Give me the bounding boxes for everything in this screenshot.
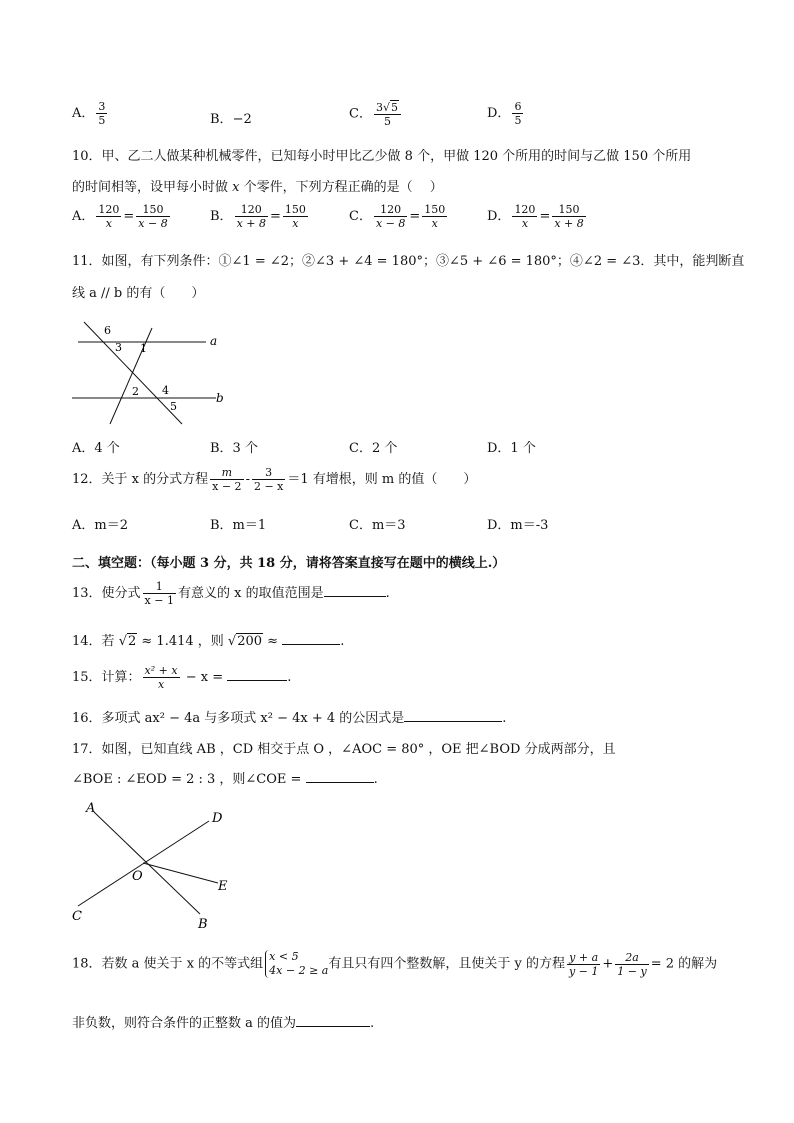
q11-option-b: B．3 个 xyxy=(210,441,258,456)
q12-option-b: B．m＝1 xyxy=(210,518,267,533)
q9-option-c: C． $\frac{3√5}{5}$ xyxy=(349,100,403,128)
q16-stem: 16．多项式 ax² − 4a 与多项式 x² − 4x + 4 的公因式是 . xyxy=(72,711,507,726)
angle-3: 3 xyxy=(115,341,122,354)
q15-answer-blank[interactable] xyxy=(227,668,287,681)
q10-option-a: A． $\frac{120}{x}$ = $\frac{150}{x - 8}$ xyxy=(72,203,168,230)
q10-option-b: B． $\frac{120}{x + 8}$ = $\frac{150}{x}$ xyxy=(210,203,306,230)
q13-stem: 13．使分式 $\frac{1}{x - 1}$ 有意义的 x 的取值范围是 . xyxy=(72,580,390,607)
label-C: C xyxy=(72,909,82,924)
q17-line1: 17．如图，已知直线 AB ，CD 相交于点 O ，∠AOC = 80° ，OE 把∠BOD 分成两部分，且 xyxy=(72,742,616,757)
section2-title: 二、填空题：（每小题 3 分，共 18 分，请将答案直接写在题中的横线上.） xyxy=(72,556,506,571)
inequality-system: x < 5 4x − 2 ≥ a xyxy=(265,950,328,978)
q9-option-b: B．−2 xyxy=(210,112,252,127)
angle-1: 1 xyxy=(140,342,147,355)
q12-option-d: D．m＝-3 xyxy=(487,518,549,533)
q9-option-d: D． $\frac{6}{5}$ xyxy=(487,100,522,127)
label-B: B xyxy=(198,917,208,932)
label-D: D xyxy=(212,811,223,826)
label-a: a xyxy=(210,334,218,348)
q10-option-c: C． $\frac{120}{x - 8}$ = $\frac{150}{x}$ xyxy=(349,203,446,230)
q11-option-d: D．1 个 xyxy=(487,441,536,456)
label-b: b xyxy=(216,391,224,405)
q11-option-c: C．2 个 xyxy=(349,441,398,456)
label-O: O xyxy=(132,869,143,884)
label-E: E xyxy=(218,879,228,894)
q14-stem: 14．若 √2 ≈ 1.414 ，则 √200 ≈ . xyxy=(72,634,345,649)
transversal-1 xyxy=(84,322,182,424)
angle-5: 5 xyxy=(170,400,177,413)
q15-stem: 15．计算： $\frac{\text{x² + x}}{x}$ − x = . xyxy=(72,664,292,691)
q9-option-a: A． $\frac{3}{5}$ xyxy=(72,100,106,127)
q13-answer-blank[interactable] xyxy=(324,584,386,597)
q17-line2: ∠BOE : ∠EOD = 2 : 3 ，则∠COE = . xyxy=(72,772,378,787)
angle-6: 6 xyxy=(104,324,111,337)
ray-OE xyxy=(143,863,218,883)
line-AB xyxy=(94,812,200,914)
q11-line2: 线 a // b 的有（ ） xyxy=(72,286,205,301)
q11-line1: 11．如图，有下列条件：①∠1 = ∠2；②∠3 + ∠4 = 180°；③∠5 + ∠6 = 180°；④∠2 = ∠3．其中，能判断直 xyxy=(72,254,745,269)
q10-option-d: D． $\frac{120}{x}$ = $\frac{150}{x + 8}$ xyxy=(487,203,584,230)
q17-figure xyxy=(66,796,246,934)
q18-line2: 非负数，则符合条件的正整数 a 的值为 . xyxy=(72,1016,375,1031)
q12-option-a: A．m＝2 xyxy=(72,518,128,533)
label-A: A xyxy=(86,801,96,816)
q16-answer-blank[interactable] xyxy=(404,709,502,722)
angle-2: 2 xyxy=(132,385,139,398)
q12-option-c: C．m＝3 xyxy=(349,518,406,533)
q10-line1: 10．甲、乙二人做某种机械零件，已知每小时甲比乙少做 8 个，甲做 120 个所用的时间与乙做 150 个所用 xyxy=(72,149,692,164)
q11-option-a: A．4 个 xyxy=(72,441,120,456)
angle-4: 4 xyxy=(162,384,169,397)
q11-figure xyxy=(66,318,236,430)
q12-stem: 12．关于 x 的分式方程 $\frac{m}{x - 2}$ - $\frac{3}{2 - x}$ ＝1 有增根，则 m 的值（ ） xyxy=(72,466,477,493)
q10-line2: 的时间相等，设甲每小时做 x 个零件，下列方程正确的是（ ） xyxy=(72,180,443,195)
q14-answer-blank[interactable] xyxy=(282,632,340,645)
q17-answer-blank[interactable] xyxy=(306,770,374,783)
q18-answer-blank[interactable] xyxy=(296,1014,370,1027)
q18-stem: 18．若数 a 使关于 x 的不等式组 x < 5 4x − 2 ≥ a 有且只有四个整数解，且使关于 y 的方程 $\frac{y + a}{y - 1}$ + $\frac{2a}{1 - y}$ = 2 的解为 xyxy=(72,950,718,978)
